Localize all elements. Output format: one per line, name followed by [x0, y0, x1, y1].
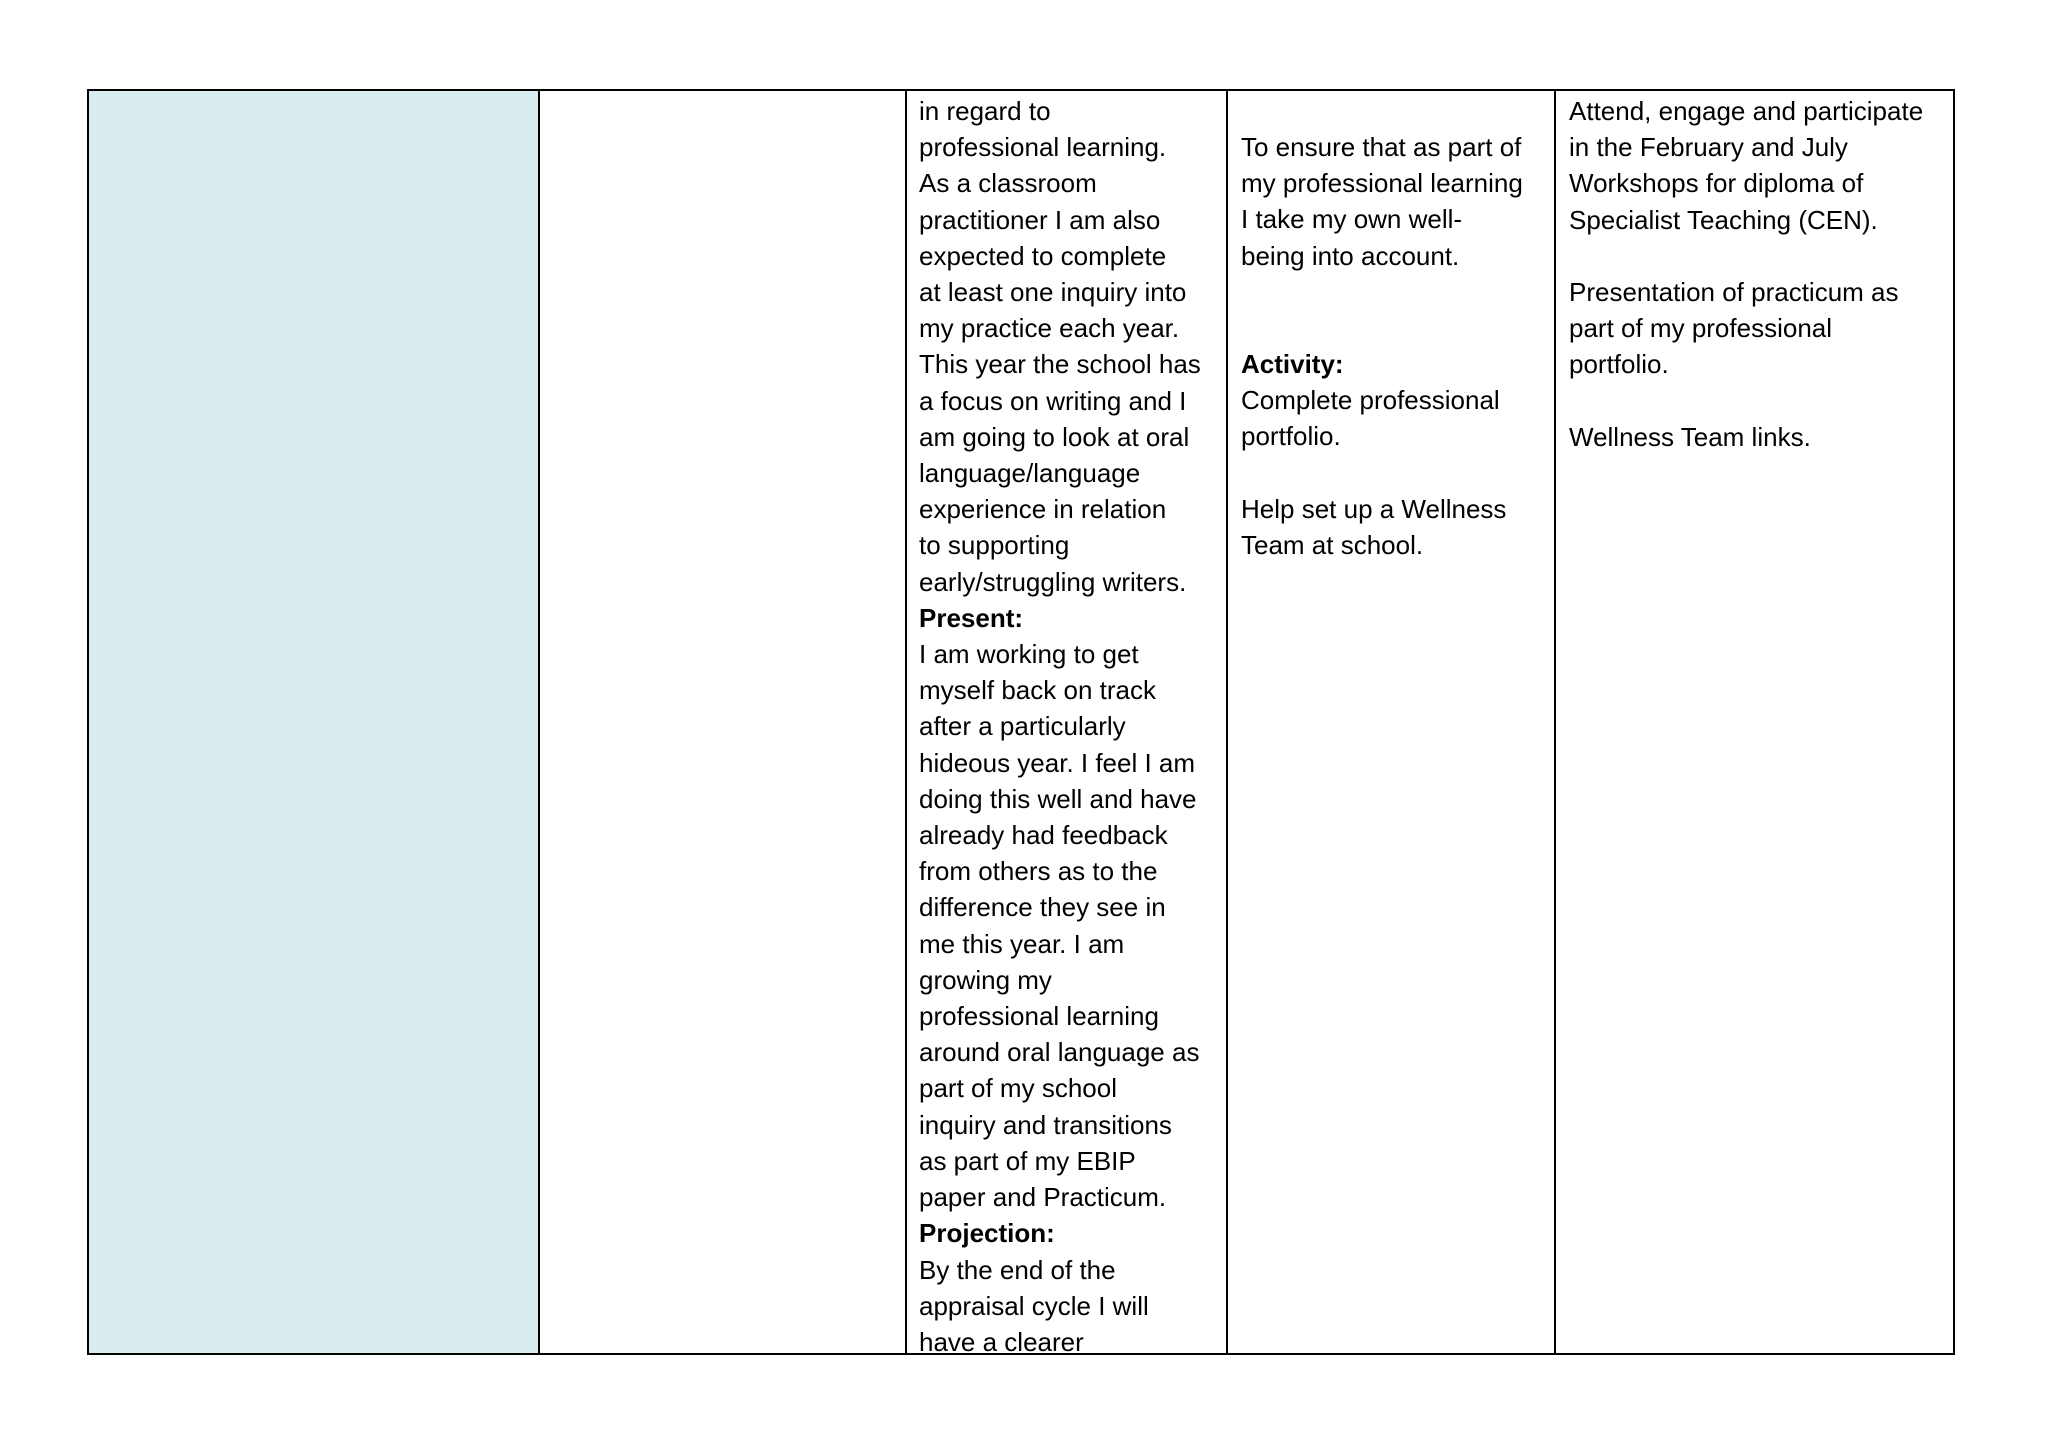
practicum-paragraph [1569, 274, 1943, 383]
text-line: practitioner I am also [919, 204, 1161, 235]
wellness-paragraph [1241, 491, 1544, 563]
text-line: am going to look at oral [919, 421, 1190, 452]
text-line: around oral language as [919, 1037, 1200, 1068]
text-line: part of my school [919, 1073, 1117, 1104]
text-line: doing this well and have [919, 783, 1197, 814]
text-line: me this year. I am [919, 928, 1125, 959]
text-line: in the February and July [1569, 132, 1848, 163]
intro-paragraph [919, 93, 1216, 600]
text-line: Workshops for diploma of [1569, 168, 1864, 199]
text-line: Specialist Teaching (CEN). [1569, 204, 1878, 235]
text-line: early/struggling writers. [919, 566, 1187, 597]
text-line: To ensure that as part of [1241, 132, 1522, 162]
text-line: Presentation of practicum as [1569, 277, 1899, 307]
reflection-cell [907, 91, 1228, 1353]
text-line: my practice each year. [919, 313, 1180, 344]
projection-heading: Projection: [919, 1218, 1055, 1249]
text-line: from others as to the [919, 856, 1158, 887]
text-line: to supporting [919, 530, 1070, 561]
text-line: Team at school. [1241, 529, 1424, 560]
text-line: as part of my EBIP [919, 1145, 1136, 1176]
evidence-cell [1556, 91, 1953, 1353]
text-line: As a classroom [919, 168, 1097, 199]
text-line: By the end of the [919, 1254, 1116, 1285]
text-line: inquiry and transitions [919, 1109, 1172, 1140]
spacer [1241, 454, 1544, 490]
text-line: being into account. [1241, 240, 1460, 271]
text-line: professional learning [919, 1001, 1159, 1032]
text-line: portfolio. [1569, 349, 1669, 380]
empty-cell [540, 91, 907, 1353]
text-line: appraisal cycle I will [919, 1290, 1149, 1321]
text-line: expected to complete [919, 240, 1167, 271]
text-line: I take my own well- [1241, 204, 1463, 235]
projection-paragraph [919, 1252, 1216, 1354]
text-line: experience in relation [919, 494, 1167, 525]
shaded-label-cell [89, 91, 540, 1353]
text-line: professional learning. [919, 132, 1167, 163]
spacer [1241, 274, 1544, 346]
activity-heading: Activity: [1241, 348, 1344, 379]
text-line: have a clearer [919, 1326, 1084, 1353]
text-line: Complete professional [1241, 385, 1500, 416]
text-line: in regard to [919, 96, 1051, 126]
activity-paragraph [1241, 382, 1544, 454]
text-line: paper and Practicum. [919, 1182, 1167, 1213]
present-heading: Present: [919, 602, 1024, 633]
text-line: portfolio. [1241, 421, 1341, 452]
text-line: Attend, engage and participate [1569, 96, 1924, 126]
text-line: difference they see in [919, 892, 1166, 923]
goal-paragraph [1241, 129, 1544, 274]
text-line: hideous year. I feel I am [919, 747, 1196, 778]
wellness-links-paragraph [1569, 419, 1943, 455]
text-line: language/language [919, 458, 1141, 489]
document-table [87, 89, 1955, 1355]
text-line: already had feedback [919, 820, 1168, 851]
text-line: at least one inquiry into [919, 277, 1187, 308]
goal-activity-cell [1228, 91, 1556, 1353]
spacer [1569, 383, 1943, 419]
text-line: part of my professional [1569, 313, 1833, 344]
text-line: This year the school has [919, 349, 1201, 380]
text-line: growing my [919, 964, 1052, 995]
text-line: Help set up a Wellness [1241, 493, 1507, 524]
text-line: myself back on track [919, 675, 1156, 706]
spacer [1569, 238, 1943, 274]
text-line: my professional learning [1241, 168, 1523, 199]
text-line: after a particularly [919, 711, 1126, 742]
present-paragraph [919, 636, 1216, 1215]
text-line: I am working to get [919, 639, 1139, 670]
workshop-paragraph [1569, 93, 1943, 238]
text-line: Wellness Team links. [1569, 421, 1811, 452]
text-line: a focus on writing and I [919, 385, 1187, 416]
